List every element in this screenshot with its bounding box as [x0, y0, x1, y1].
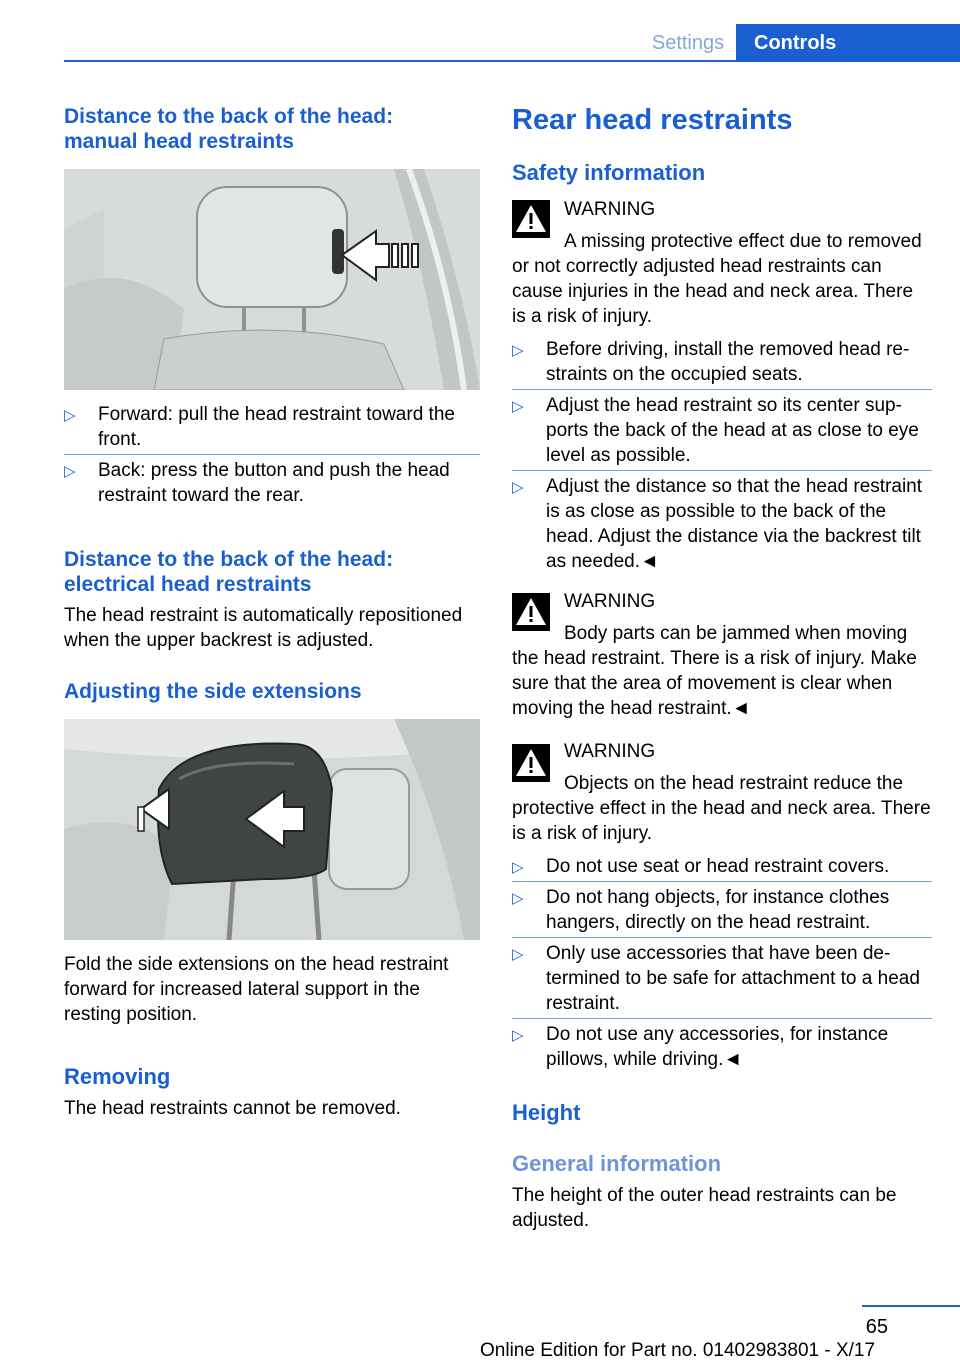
heading-manual-restraints: Distance to the back of the head: manual head restraints [64, 105, 394, 153]
triangle-right-icon: ▷ [512, 398, 524, 415]
heading-electrical-restraints: Distance to the back of the head: electrical head restraints [64, 548, 394, 596]
paragraph-general-information: The height of the outer head restraints can be adjusted. [512, 1185, 897, 1231]
list-item: ▷ Back: press the button and push the head restraint toward the rear. [64, 458, 480, 508]
warning-label: WARNING [564, 741, 656, 762]
triangle-right-icon: ▷ [512, 1027, 524, 1044]
triangle-right-icon: ▷ [512, 890, 524, 907]
list-item: ▷ Forward: pull the head restraint toward the front. [64, 404, 455, 450]
warning-1-bullet-list [512, 337, 932, 574]
list-item: ▷ Adjust the distance so that the head restraint is as close as possible to the back of the head. Adjust the distance via the backrest tilt as needed.◄ [512, 474, 932, 574]
heading-removing: Removing [64, 1064, 171, 1089]
warning-3-bullet-list [512, 854, 932, 1072]
header-chapter-tab: Controls [736, 24, 960, 62]
page-number: 65 [865, 1316, 888, 1338]
header-section-tab: Settings [651, 32, 725, 54]
footer-rule [862, 1305, 960, 1307]
figure-side-extensions [64, 719, 480, 940]
heading-safety-information: Safety information [512, 160, 706, 185]
paragraph-electrical: The head restraint is automatically repositioned when the upper backrest is adjusted. [64, 605, 463, 651]
warning-label: WARNING [564, 199, 656, 220]
triangle-right-icon: ▷ [64, 407, 76, 424]
paragraph-removing: The head restraints cannot be removed. [64, 1098, 401, 1119]
heading-side-extensions: Adjusting the side extensions [64, 680, 362, 703]
warning-text-2: Body parts can be jammed when moving the head restraint. There is a risk of injury. Make sure that the area of movement is clear when moving the head restraint.◄ [512, 623, 917, 719]
triangle-right-icon: ▷ [512, 342, 524, 359]
list-item: ▷ Do not hang objects, for instance clothes hangers, directly on the head restraint. [512, 885, 932, 935]
heading-general-information: General information [512, 1151, 722, 1176]
list-item: ▷ Do not use seat or head restraint covers. [512, 854, 932, 879]
heading-height: Height [512, 1100, 581, 1125]
paragraph-side-extensions: Fold the side extensions on the head restraint forward for increased lateral support in the resting position. [64, 954, 449, 1025]
heading-rear-restraints: Rear head restraints [512, 104, 793, 136]
warning-text-3: Objects on the head restraint reduce the protective effect in the head and neck area. There is a risk of injury. [512, 773, 931, 844]
manual-bullet-list [64, 402, 480, 508]
list-item: ▷ Only use accessories that have been determined to be safe for attachment to a head restraint. [512, 941, 932, 1016]
list-item: ▷ Before driving, install the removed head restraints on the occupied seats. [512, 339, 910, 385]
triangle-right-icon: ▷ [64, 463, 76, 480]
triangle-right-icon: ▷ [512, 859, 524, 876]
warning-text-1: A missing protective effect due to removed or not correctly adjusted head restraints can cause injuries in the head and neck area. There is a risk of injury. [512, 231, 922, 327]
footer-edition: Online Edition for Part no. 01402983801 - X/17 [480, 1340, 876, 1361]
warning-label: WARNING [564, 591, 656, 612]
figure-manual-head-restraint [64, 169, 480, 390]
list-item: ▷ Adjust the head restraint so its center supports the back of the head at as close to eye level as possible. [512, 393, 932, 468]
triangle-right-icon: ▷ [512, 946, 524, 963]
header-rule [64, 60, 960, 62]
list-item: ▷ Do not use any accessories, for instance pillows, while driving.◄ [512, 1022, 932, 1072]
triangle-right-icon: ▷ [512, 479, 524, 496]
